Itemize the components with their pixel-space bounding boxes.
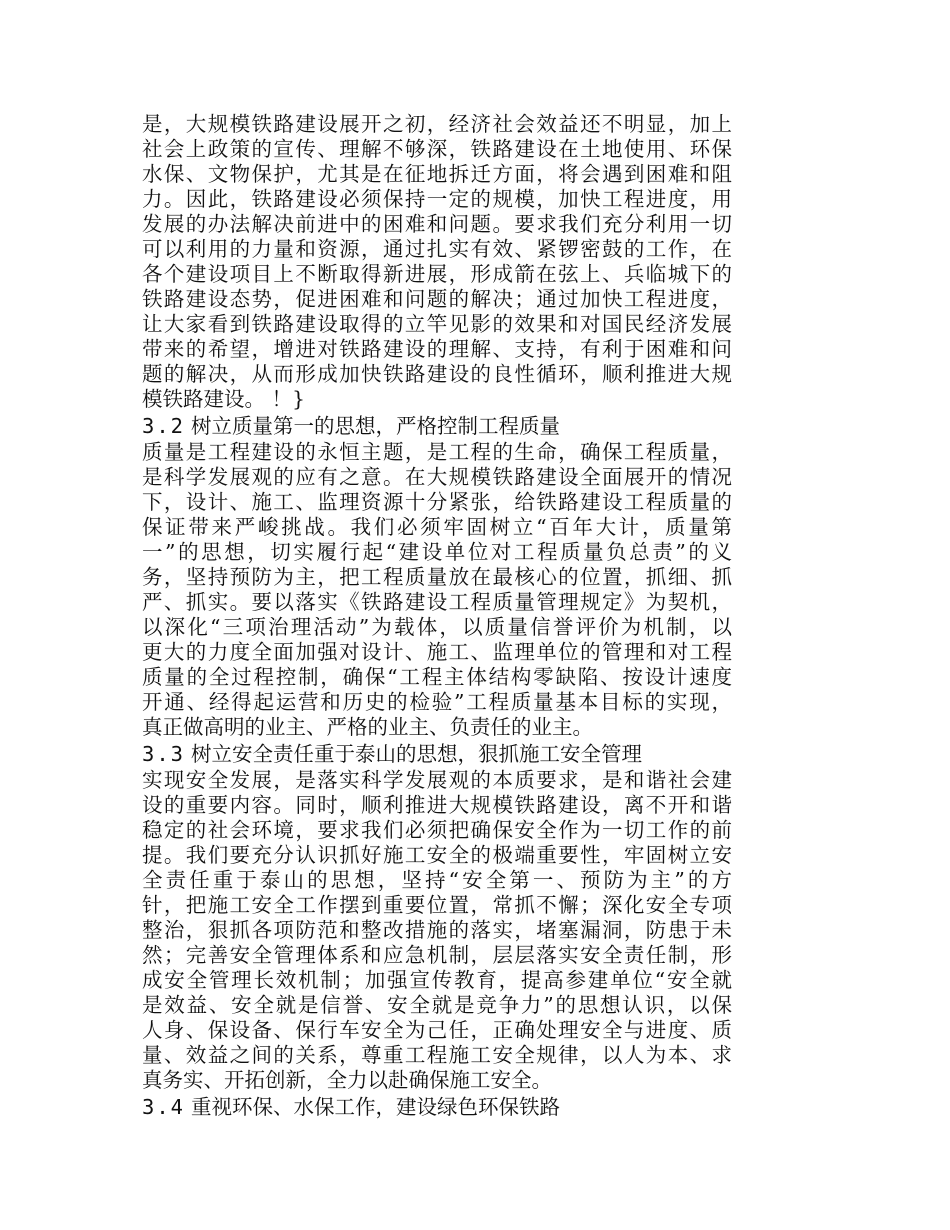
section-heading-3-2 [142, 414, 732, 439]
text-line: 整治，狠抓各项防范和整改措施的落实，堵塞漏洞，防患于未 [142, 918, 732, 942]
text-line: 务，坚持预防为主，把工程质量放在最核心的位置，抓细、抓 [142, 565, 732, 589]
text-line: 力。因此，铁路建设必须保持一定的规模，加快工程进度，用 [142, 187, 732, 211]
text-line: 实现安全发展，是落实科学发展观的本质要求，是和谐社会建 [142, 768, 732, 792]
text-line: 让大家看到铁路建设取得的立竿见影的效果和对国民经济发展 [142, 312, 732, 336]
text-line: 发展的办法解决前进中的困难和问题。要求我们充分利用一切 [142, 212, 732, 236]
text-line: 真务实、开拓创新，全力以赴确保施工安全。 [142, 1068, 552, 1092]
section-title: 重视环保、水保工作，建设绿色环保铁路 [191, 1095, 561, 1119]
text-line: 下，设计、施工、监理资源十分紧张，给铁路建设工程质量的 [142, 490, 732, 514]
section-heading-3-4 [142, 1095, 732, 1120]
text-line: 成安全管理长效机制；加强宣传教育，提高参建单位“安全就 [142, 968, 732, 992]
section-heading-3-3 [142, 742, 732, 767]
text-line: 社会上政策的宣传、理解不够深，铁路建设在土地使用、环保 [142, 137, 732, 161]
text-line: 然；完善安全管理体系和应急机制，层层落实安全责任制，形 [142, 943, 732, 967]
text-line: 保证带来严峻挑战。我们必须牢固树立“百年大计，质量第 [142, 515, 732, 539]
text-line: 可以利用的力量和资源，通过扎实有效、紧锣密鼓的工作，在 [142, 237, 732, 261]
text-line: 一”的思想，切实履行起“建设单位对工程质量负总责”的义 [142, 540, 732, 564]
text-line: 以深化“三项治理活动”为载体，以质量信誉评价为机制，以 [142, 615, 732, 639]
section-number: 3.3 [142, 742, 186, 766]
section-title: 树立质量第一的思想，严格控制工程质量 [191, 414, 561, 438]
document-page [142, 112, 732, 1121]
section-number: 3.2 [142, 414, 186, 438]
section-number: 3.4 [142, 1095, 186, 1119]
text-line: 是科学发展观的应有之意。在大规模铁路建设全面展开的情况 [142, 465, 732, 489]
text-line: 带来的希望，增进对铁路建设的理解、支持，有利于困难和问 [142, 337, 732, 361]
paragraph-continuation [142, 112, 732, 412]
section-body-3-3 [142, 768, 732, 1093]
text-line: 各个建设项目上不断取得新进展，形成箭在弦上、兵临城下的 [142, 262, 732, 286]
text-line: 开通、经得起运营和历史的检验”工程质量基本目标的实现， [142, 690, 732, 714]
text-line: 量、效益之间的关系，尊重工程施工安全规律，以人为本、求 [142, 1043, 732, 1067]
text-line: 题的解决，从而形成加快铁路建设的良性循环，顺利推进大规 [142, 362, 732, 386]
text-line: 提。我们要充分认识抓好施工安全的极端重要性，牢固树立安 [142, 843, 732, 867]
text-line: 质量的全过程控制，确保“工程主体结构零缺陷、按设计速度 [142, 665, 732, 689]
text-line: 真正做高明的业主、严格的业主、负责任的业主。 [142, 715, 593, 739]
text-line: 模铁路建设。 ！} [142, 387, 306, 411]
section-body-3-2 [142, 440, 732, 740]
text-line: 铁路建设态势，促进困难和问题的解决；通过加快工程进度， [142, 287, 732, 311]
text-line: 质量是工程建设的永恒主题，是工程的生命，确保工程质量， [142, 440, 732, 464]
text-line: 设的重要内容。同时，顺利推进大规模铁路建设，离不开和谐 [142, 793, 732, 817]
text-line: 是效益、安全就是信誉、安全就是竞争力”的思想认识，以保 [142, 993, 732, 1017]
text-line: 全责任重于泰山的思想，坚持“安全第一、预防为主”的方 [142, 868, 732, 892]
text-line: 水保、文物保护，尤其是在征地拆迁方面，将会遇到困难和阻 [142, 162, 732, 186]
text-line: 针，把施工安全工作摆到重要位置，常抓不懈；深化安全专项 [142, 893, 732, 917]
text-line: 是，大规模铁路建设展开之初，经济社会效益还不明显，加上 [142, 112, 732, 136]
text-line: 严、抓实。要以落实《铁路建设工程质量管理规定》为契机， [142, 590, 732, 614]
text-line: 更大的力度全面加强对设计、施工、监理单位的管理和对工程 [142, 640, 732, 664]
section-title: 树立安全责任重于泰山的思想，狠抓施工安全管理 [191, 742, 643, 766]
text-line: 稳定的社会环境，要求我们必须把确保安全作为一切工作的前 [142, 818, 732, 842]
text-line: 人身、保设备、保行车安全为己任，正确处理安全与进度、质 [142, 1018, 732, 1042]
